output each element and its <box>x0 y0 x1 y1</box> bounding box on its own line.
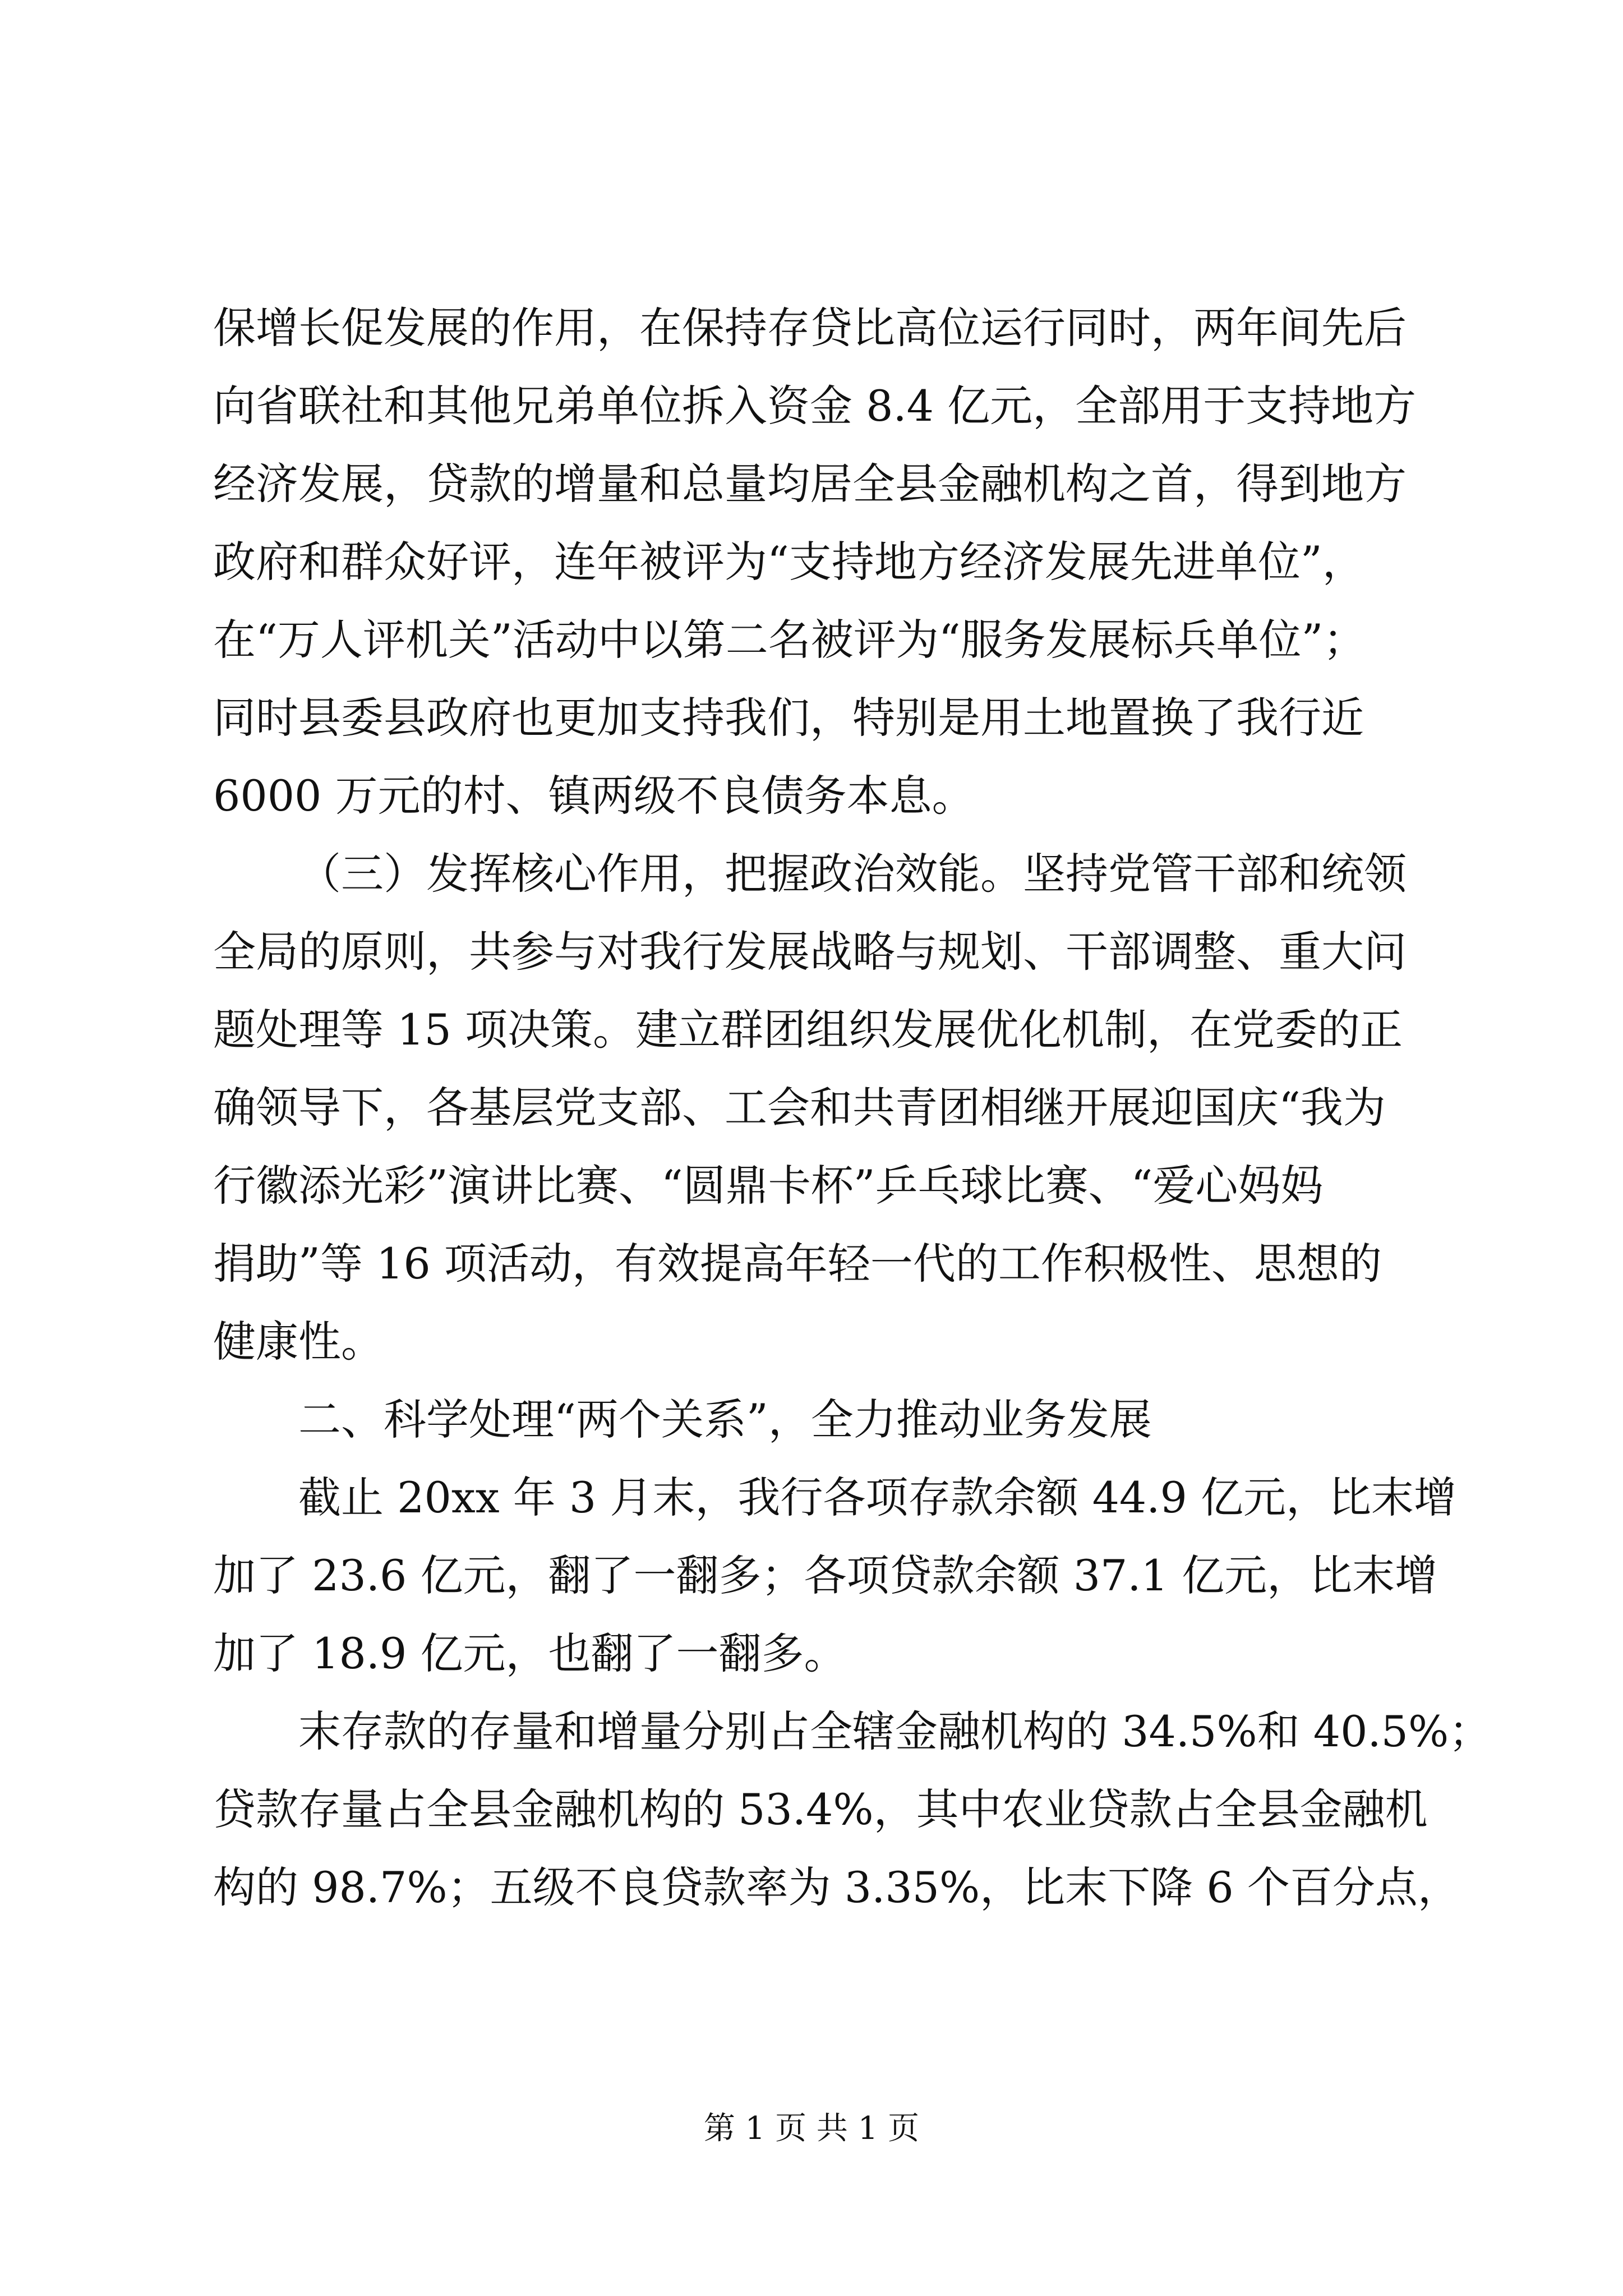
text-line-12: 行徽添光彩”演讲比赛、“圆鼎卡杯”乒乓球比赛、“爱心妈妈 <box>213 1161 1324 1211</box>
text-line-19: 末存款的存量和增量分别占全辖金融机构的 34.5%和 40.5%； <box>298 1706 1492 1756</box>
section-heading: 二、科学处理“两个关系”，全力推动业务发展 <box>298 1395 1152 1444</box>
text-line-5: 在“万人评机关”活动中以第二名被评为“服务发展标兵单位”； <box>213 615 1366 665</box>
text-line-7: 6000 万元的村、镇两级不良债务本息。 <box>213 771 975 821</box>
text-line-6: 同时县委县政府也更加支持我们，特别是用土地置换了我行近 <box>213 693 1364 743</box>
text-line-2: 向省联社和其他兄弟单位拆入资金 8.4 亿元，全部用于支持地方 <box>213 381 1417 431</box>
text-line-1: 保增长促发展的作用，在保持存贷比高位运行同时，两年间先后 <box>213 303 1407 353</box>
text-line-9: 全局的原则，共参与对我行发展战略与规划、干部调整、重大问 <box>213 927 1407 977</box>
text-line-4: 政府和群众好评，连年被评为“支持地方经济发展先进单位”， <box>213 537 1365 587</box>
text-line-18: 加了 18.9 亿元，也翻了一翻多。 <box>213 1628 847 1678</box>
text-line-3: 经济发展，贷款的增量和总量均居全县金融机构之首，得到地方 <box>213 459 1407 509</box>
text-line-14: 健康性。 <box>213 1317 384 1366</box>
text-line-17: 加了 23.6 亿元，翻了一翻多；各项贷款余额 37.1 亿元，比末增 <box>213 1550 1438 1600</box>
text-line-16: 截止 20xx 年 3 月末，我行各项存款余额 44.9 亿元，比末增 <box>298 1473 1456 1522</box>
text-line-20: 贷款存量占全县金融机构的 53.4%，其中农业贷款占全县金融机 <box>213 1784 1428 1834</box>
text-line-21: 构的 98.7%；五级不良贷款率为 3.35%，比末下降 6 个百分点， <box>213 1862 1460 1912</box>
page-footer: 第 1 页 共 1 页 <box>703 2110 920 2147</box>
text-line-10: 题处理等 15 项决策。建立群团组织发展优化机制，在党委的正 <box>213 1005 1403 1055</box>
text-line-11: 确领导下，各基层党支部、工会和共青团相继开展迎国庆“我为 <box>213 1083 1386 1133</box>
text-line-8: （三）发挥核心作用，把握政治效能。坚持党管干部和统领 <box>298 849 1407 899</box>
text-line-13: 捐助”等 16 项活动，有效提高年轻一代的工作积极性、思想的 <box>213 1239 1382 1289</box>
